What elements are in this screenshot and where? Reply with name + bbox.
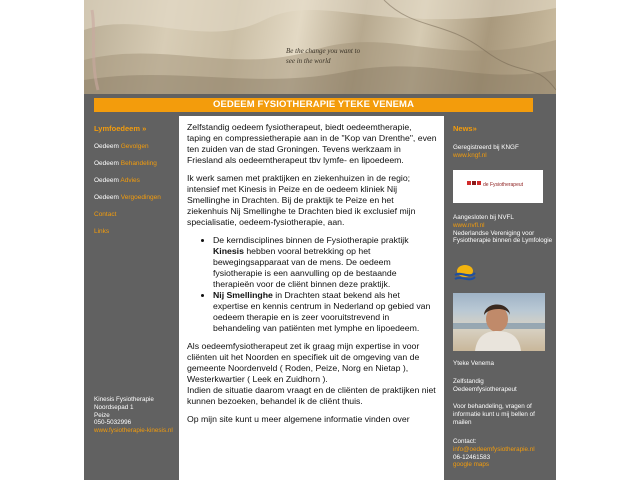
menu-item-gevolgen[interactable]	[94, 143, 176, 151]
menu-item-prefix: Oedeem	[94, 177, 119, 184]
menu-item-advies[interactable]	[94, 177, 176, 185]
practice-address	[94, 396, 173, 435]
partner-item-nij-smellinghe	[213, 290, 437, 334]
page-container	[84, 0, 556, 480]
kngf-text: Geregistreerd bij KNGF	[453, 144, 519, 151]
address-street: Noordsepad 1	[94, 403, 134, 411]
kngf-logo[interactable]	[453, 170, 543, 203]
left-sidebar	[84, 116, 176, 480]
bullet-bold: Kinesis	[213, 246, 244, 256]
kngf-link[interactable]: www.kngf.nl	[453, 151, 487, 159]
partner-item-kinesis	[213, 235, 437, 290]
address-phone: 050-5032996	[94, 419, 132, 427]
side-menu	[94, 143, 176, 245]
nvfl-logo-icon[interactable]	[453, 263, 477, 285]
nvfl-block	[453, 214, 553, 245]
region-paragraph	[187, 341, 437, 407]
contact-phone: 06-12461583	[453, 453, 491, 461]
bullet-text: in Drachten staat bekend als het expertise en kennis centrum in Nederland op gebied van oedeem therapie en is zeer vooruitstrevend in behandeling van patiënten met lymphe en lipoedeem.	[213, 290, 431, 333]
nvfl-description: Nederlandse Vereniging voor Fysiotherapie binnen de Lymfologie	[453, 229, 553, 245]
portrait-image	[453, 293, 545, 351]
region-text: Als oedeemfysiotherapeut zet ik graag mijn expertise in voor cliënten uit het Noorden en specifiek uit de omgeving van de gemeente Noordenveld ( Roden, Peize, Norg en Nietap ), Westerkwartier ( Leek en Zuidhorn ).	[187, 341, 420, 384]
page-title: OEDEEM FYSIOTHERAPIE YTEKE VENEMA	[94, 98, 533, 112]
person-block	[453, 360, 553, 368]
menu-item-prefix: Oedeem	[94, 194, 119, 201]
person-role-1: Zelfstandig	[453, 378, 484, 385]
person-role-2: Oedeemfysiotherapeut	[453, 385, 517, 393]
nvfl-link[interactable]: www.nvfl.nl	[453, 221, 485, 229]
bullet-text: hebben vooral betrekking op het bewegingsapparaat van de mens. De oedeem fysiotherapie is een aanvulling op de bestaande therapieën voor de cliënt binnen deze praktijk.	[213, 246, 397, 289]
menu-heading-lymfoedeem[interactable]: Lymfoedeem »	[94, 124, 147, 133]
menu-item-links[interactable]	[94, 228, 176, 236]
contact-info-text: Voor behandeling, vragen of informatie kunt u mij bellen of mailen	[453, 403, 535, 426]
kngf-logo-text: de Fysiotherapeut	[483, 182, 524, 188]
news-heading[interactable]: News»	[453, 124, 477, 133]
menu-item-label: Links	[94, 228, 110, 235]
menu-item-vergoedingen[interactable]	[94, 194, 176, 202]
bullet-bold: Nij Smellinghe	[213, 290, 273, 300]
quote-line-2: see in the world	[286, 57, 331, 65]
address-city: Peize	[94, 411, 110, 419]
email-link[interactable]: info@oedeemfysiotherapie.nl	[453, 445, 535, 453]
contact-label: Contact:	[453, 438, 477, 445]
right-sidebar	[453, 116, 556, 480]
google-maps-link[interactable]: google maps	[453, 461, 490, 469]
contact-block	[453, 438, 553, 469]
menu-item-label: Behandeling	[120, 160, 157, 167]
menu-item-prefix: Oedeem	[94, 160, 119, 167]
person-name: Yteke Venema	[453, 360, 494, 367]
more-info-paragraph: Op mijn site kunt u meer algemene informatie vinden over	[187, 414, 410, 424]
nvfl-text: Aangesloten bij NVFL	[453, 214, 514, 221]
header-banner	[84, 0, 556, 94]
menu-item-behandeling[interactable]	[94, 160, 176, 168]
partner-list	[187, 235, 437, 334]
menu-item-prefix: Oedeem	[94, 143, 119, 150]
role-block	[453, 378, 553, 394]
portrait-photo	[453, 293, 545, 351]
intro-paragraph: Zelfstandig oedeem fysiotherapeut, biedt oedeemtherapie, taping en compressietherapie aan in de "Kop van Drenthe", even ten zuiden van de stad Groningen. Tevens werkzaam in Friesland als oedeemtherapeut tbv lymfe- en lipoedeem.	[187, 122, 437, 165]
menu-item-label: Vergoedingen	[120, 194, 161, 201]
quote-line-1: Be the change you want to	[286, 47, 361, 55]
collaboration-paragraph: Ik werk samen met praktijken en ziekenhuizen in de regio; intensief met Kinesis in Peize en de oedeem kliniek Nij Smellinghe in Drachten. Bij de praktijk te Peize en het ziekenhuis Nij Smellinghe te Drachten bied ik exclusief mijn specialisatie, oedeem-fysiotherapie, aan.	[187, 173, 416, 227]
home-visit-text: Indien de situatie daarom vraagt en de cliënten de praktijken niet kunnen bezoeken, behandel ik de cliënt thuis.	[187, 385, 436, 406]
kngf-block	[453, 144, 553, 160]
address-name: Kinesis Fysiotherapie	[94, 396, 154, 403]
contact-info-block	[453, 403, 553, 426]
menu-item-label: Gevolgen	[120, 143, 149, 150]
address-website-link[interactable]: www.fysiotherapie-kinesis.nl	[94, 427, 173, 435]
bullet-text: De kerndisciplines binnen de Fysiotherapie praktijk	[213, 235, 409, 245]
menu-item-contact[interactable]	[94, 211, 176, 219]
menu-item-label: Advies	[120, 177, 140, 184]
main-content	[179, 116, 444, 480]
banner-quote	[286, 46, 360, 66]
menu-item-label: Contact	[94, 211, 117, 218]
